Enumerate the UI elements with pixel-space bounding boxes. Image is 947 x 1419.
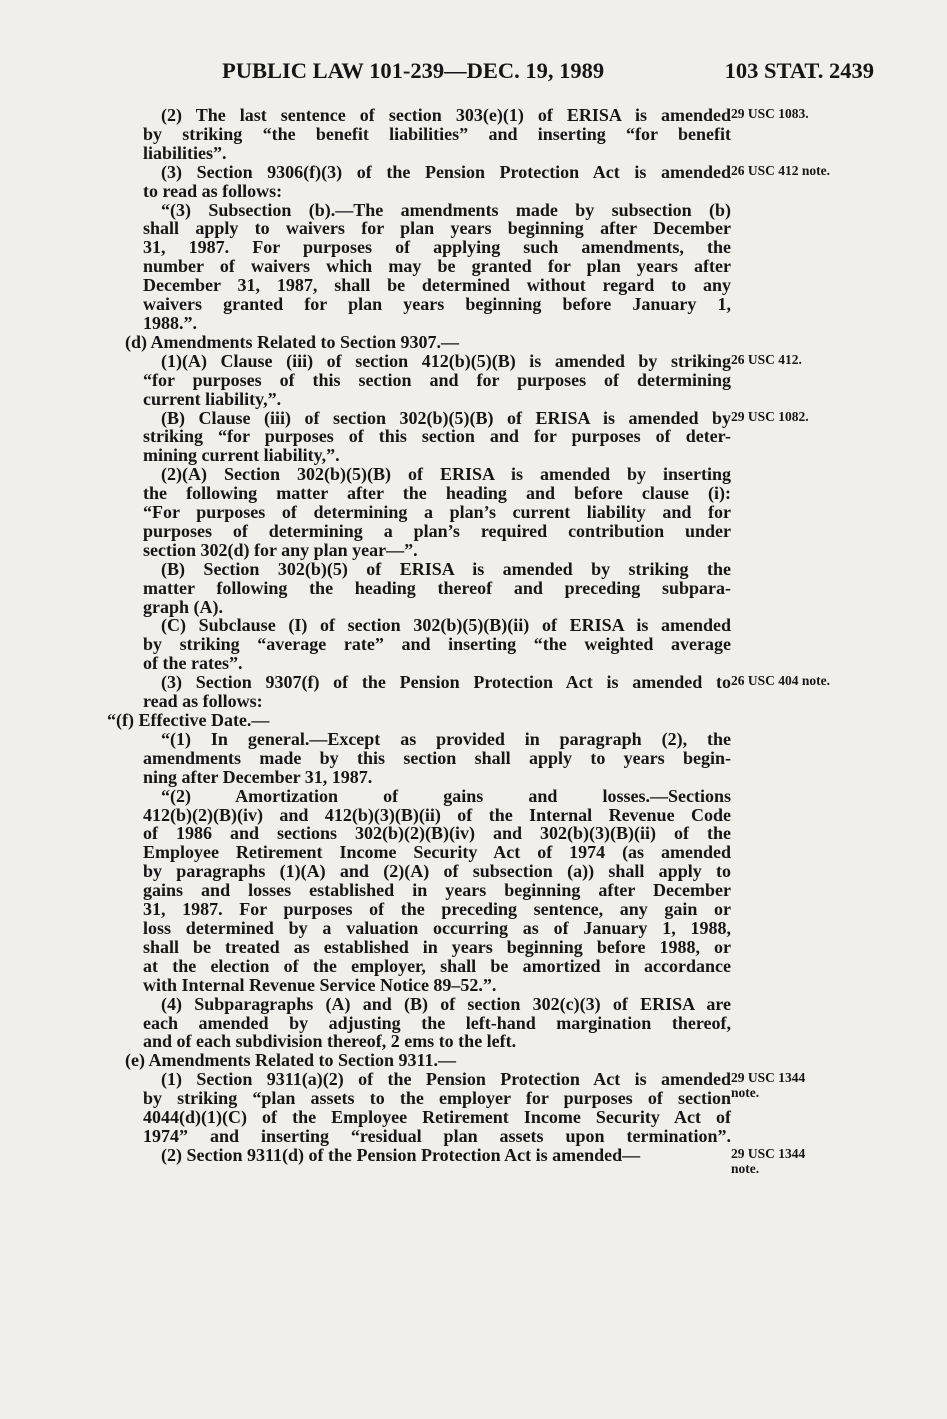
line-text: number of waivers which may be granted for plan years after bbox=[143, 256, 731, 277]
line-text: (C) Subclause (I) of section 302(b)(5)(B)(ii) of ERISA is amended bbox=[161, 615, 731, 636]
margin-note: 29 USC 1082. bbox=[731, 408, 809, 424]
text-line bbox=[143, 541, 731, 560]
line-text: (3) Section 9307(f) of the Pension Protection Act is amended to bbox=[161, 672, 731, 693]
text-line bbox=[143, 390, 731, 409]
text-line bbox=[143, 824, 731, 843]
line-text: (B) Section 302(b)(5) of ERISA is amended by striking the bbox=[161, 558, 731, 579]
text-line bbox=[143, 1032, 731, 1051]
text-line bbox=[143, 768, 731, 787]
text-line bbox=[143, 616, 731, 635]
text-line bbox=[143, 446, 731, 465]
text-line bbox=[143, 350, 802, 371]
text-line bbox=[143, 295, 731, 314]
line-text: read as follows: bbox=[143, 691, 263, 712]
text-line bbox=[143, 465, 731, 484]
text-line bbox=[143, 371, 731, 390]
line-text: (3) Section 9306(f)(3) of the Pension Protection Act is amended bbox=[161, 161, 731, 182]
line-text: gains and losses established in years beginning after December bbox=[143, 880, 731, 901]
running-head-title: PUBLIC LAW 101-239—DEC. 19, 1989 bbox=[222, 58, 605, 83]
line-text: 31, 1987. For purposes of applying such amendments, the bbox=[143, 237, 731, 258]
text-line bbox=[143, 182, 731, 201]
line-text: “For purposes of determining a plan’s current liability and for bbox=[143, 502, 731, 523]
line-text: of 1986 and sections 302(b)(2)(B)(iv) and 302(b)(3)(B)(ii) of the bbox=[143, 823, 731, 844]
page-number: 103 STAT. 2439 bbox=[724, 58, 874, 83]
text-line bbox=[143, 976, 731, 995]
line-text: (2)(A) Section 302(b)(5)(B) of ERISA is amended by inserting bbox=[161, 464, 731, 485]
line-text: each amended by adjusting the left-hand margination thereof, bbox=[143, 1012, 731, 1033]
line-text: Employee Retirement Income Security Act of 1974 (as amended bbox=[143, 842, 731, 863]
text-line bbox=[143, 938, 731, 957]
line-text: waivers granted for plan years beginning before January 1, bbox=[143, 294, 731, 315]
text-line bbox=[143, 219, 731, 238]
text-line bbox=[143, 881, 731, 900]
line-text: “for purposes of this section and for purposes of determining bbox=[143, 369, 731, 390]
line-text: “(2) Amortization of gains and losses.—Sections bbox=[161, 785, 731, 806]
text-line bbox=[143, 749, 731, 768]
line-text: section 302(d) for any plan year—”. bbox=[143, 539, 418, 560]
line-text: 1974” and inserting “residual plan assets upon termination”. bbox=[143, 1125, 731, 1146]
line-text: and of each subdivision thereof, 2 ems to the left. bbox=[143, 1031, 517, 1052]
text-line bbox=[143, 806, 731, 825]
margin-note: 26 USC 404 note. bbox=[731, 673, 831, 689]
text-line bbox=[143, 201, 731, 220]
line-text: “(3) Subsection (b).—The amendments made by subsection (b) bbox=[161, 199, 731, 220]
text-line bbox=[143, 692, 731, 711]
text-line bbox=[143, 1089, 731, 1108]
line-text: to read as follows: bbox=[143, 180, 283, 201]
line-text: by striking “the benefit liabilities” and inserting “for benefit bbox=[143, 123, 731, 144]
line-text: purposes of determining a plan’s required contribution under bbox=[143, 520, 731, 541]
margin-note: 29 USC 1344 note. bbox=[731, 1070, 806, 1101]
text-line bbox=[143, 560, 731, 579]
line-text: striking “for purposes of this section and for purposes of deter- bbox=[143, 426, 731, 447]
line-text: “(1) In general.—Except as provided in paragraph (2), the bbox=[161, 728, 731, 749]
line-text: shall be treated as established in years beginning before 1988, or bbox=[143, 936, 731, 957]
line-text: (B) Clause (iii) of section 302(b)(5)(B) of ERISA is amended by bbox=[161, 407, 731, 428]
text-line bbox=[143, 1144, 806, 1176]
line-text: (2) The last sentence of section 303(e)(1) of ERISA is amended bbox=[161, 105, 731, 125]
line-text: (e) Amendments Related to Section 9311.— bbox=[125, 1050, 456, 1071]
line-text: 412(b)(2)(B)(iv) and 412(b)(3)(B)(ii) of the Internal Revenue Code bbox=[143, 804, 731, 825]
text-line bbox=[143, 522, 731, 541]
line-text: with Internal Revenue Service Notice 89–52.”. bbox=[143, 974, 497, 995]
text-line bbox=[143, 238, 731, 257]
text-line bbox=[143, 919, 731, 938]
text-line bbox=[143, 427, 731, 446]
text-line bbox=[143, 1014, 731, 1033]
line-text: (2) Section 9311(d) of the Pension Protection Act is amended— bbox=[161, 1144, 641, 1165]
line-text: graph (A). bbox=[143, 596, 223, 617]
line-text: (1) Section 9311(a)(2) of the Pension Protection Act is amended bbox=[161, 1069, 731, 1090]
margin-note: 29 USC 1344 note. bbox=[731, 1145, 806, 1176]
text-line bbox=[143, 276, 731, 295]
text-line bbox=[143, 843, 731, 862]
page-header bbox=[222, 58, 874, 88]
line-text: mining current liability,”. bbox=[143, 445, 340, 466]
text-line bbox=[143, 257, 731, 276]
line-text: 1988.”. bbox=[143, 312, 197, 333]
line-text: ning after December 31, 1987. bbox=[143, 766, 373, 787]
text-line bbox=[143, 730, 731, 749]
text-line bbox=[125, 333, 731, 352]
document-body bbox=[107, 105, 831, 1176]
text-line bbox=[125, 1051, 731, 1070]
text-line bbox=[143, 125, 731, 144]
text-line bbox=[143, 407, 809, 428]
text-line bbox=[143, 1108, 731, 1127]
text-line bbox=[143, 957, 731, 976]
line-text: by paragraphs (1)(A) and (2)(A) of subsection (a)) shall apply to bbox=[143, 861, 731, 882]
margin-note: 26 USC 412 note. bbox=[731, 162, 831, 178]
text-line bbox=[143, 144, 731, 163]
text-line bbox=[143, 161, 831, 182]
line-text: amendments made by this section shall apply to years begin- bbox=[143, 747, 731, 768]
text-line bbox=[143, 995, 731, 1014]
line-text: 4044(d)(1)(C) of the Employee Retirement Income Security Act of bbox=[143, 1107, 731, 1128]
line-text: (1)(A) Clause (iii) of section 412(b)(5)(B) is amended by striking bbox=[161, 350, 731, 371]
margin-note: 29 USC 1083. bbox=[731, 106, 809, 121]
line-text: (d) Amendments Related to Section 9307.— bbox=[125, 331, 459, 352]
line-text: (4) Subparagraphs (A) and (B) of section 302(c)(3) of ERISA are bbox=[161, 993, 731, 1014]
text-line bbox=[143, 672, 831, 693]
text-line bbox=[143, 862, 731, 881]
text-line bbox=[143, 1127, 731, 1146]
line-text: loss determined by a valuation occurring as of January 1, 1988, bbox=[143, 917, 731, 938]
text-line bbox=[143, 900, 731, 919]
line-text: by striking “plan assets to the employer for purposes of section bbox=[143, 1088, 731, 1109]
text-line bbox=[107, 711, 731, 730]
line-text: liabilities”. bbox=[143, 142, 227, 163]
text-line bbox=[143, 787, 731, 806]
text-line bbox=[143, 635, 731, 654]
line-text: matter following the heading thereof and preceding subpara- bbox=[143, 577, 731, 598]
line-text: current liability,”. bbox=[143, 388, 282, 409]
text-line bbox=[143, 579, 731, 598]
line-text: the following matter after the heading and before clause (i): bbox=[143, 483, 731, 504]
text-line bbox=[143, 105, 809, 125]
line-text: shall apply to waivers for plan years beginning after December bbox=[143, 218, 731, 239]
text-line bbox=[143, 503, 731, 522]
text-line bbox=[143, 654, 731, 673]
line-text: December 31, 1987, shall be determined without regard to any bbox=[143, 275, 731, 296]
text-line bbox=[143, 598, 731, 617]
text-line bbox=[143, 484, 731, 503]
margin-note: 26 USC 412. bbox=[731, 351, 802, 367]
line-text: at the election of the employer, shall be amortized in accordance bbox=[143, 955, 731, 976]
line-text: 31, 1987. For purposes of the preceding sentence, any gain or bbox=[143, 899, 731, 920]
line-text: of the rates”. bbox=[143, 653, 243, 674]
text-line bbox=[143, 314, 731, 333]
line-text: by striking “average rate” and inserting “the weighted average bbox=[143, 634, 731, 655]
line-text: “(f) Effective Date.— bbox=[107, 710, 270, 730]
